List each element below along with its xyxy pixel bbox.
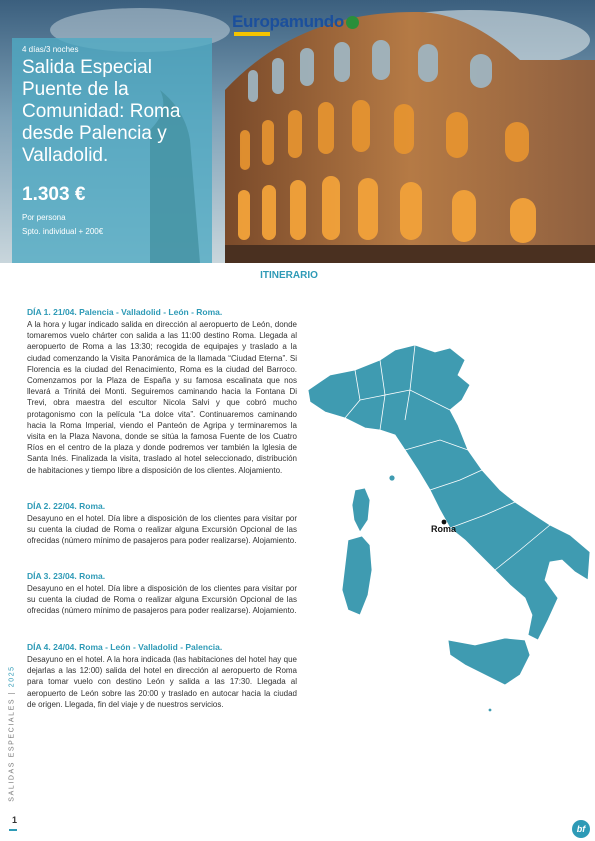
trip-duration: 4 días/3 noches: [22, 45, 79, 54]
day-text: Desayuno en el hotel. Día libre a disposición de los clientes para visitar por su cuenta la ciudad de Roma o realizar alguna Excursión Opcional de las ofrecidas (número mínimo de pasajeros para poder realizarse). Alojamiento.: [27, 514, 297, 546]
side-label-text: SALIDAS ESPECIALES: [8, 697, 16, 802]
map-city-label: Roma: [431, 524, 457, 534]
itinerary-heading: ITINERARIO: [260, 270, 318, 281]
day-title: DÍA 3. 23/04. Roma.: [27, 571, 106, 581]
side-label-separator: |: [8, 690, 16, 695]
day-text: Desayuno en el hotel. A la hora indicada (las habitaciones del hotel hay que dejarlas a las 12:00) salida del hotel en dirección al aeropuerto de Roma para tomar vuelo con destino León y salida a las 17:30. Llegada al aeropuerto de León sobre las 20:00 y traslado en autocar hacia la ciudad de origen. Llegada, fin del viaje y de nuestros servicios.: [27, 655, 297, 709]
itinerary-day-1: [27, 307, 297, 476]
day-title: DÍA 4. 24/04. Roma - León - Valladolid - Palencia.: [27, 642, 223, 652]
hero-banner: [0, 0, 595, 263]
page-number-underline: [9, 829, 17, 831]
itinerary-day-4: [27, 642, 297, 710]
globe-icon: [346, 16, 359, 29]
brand-logo-text: Europamundo: [232, 12, 344, 31]
page-number: 1: [12, 815, 18, 825]
trip-title: Salida Especial Puente de la Comunidad: Roma desde Palencia y Valladolid.: [22, 57, 181, 166]
bf-logo-icon: bf: [572, 820, 590, 838]
itinerary-day-3: [27, 571, 297, 617]
day-title: DÍA 1. 21/04. Palencia - Valladolid - León - Roma.: [27, 307, 223, 317]
price-per-person: Por persona: [22, 213, 66, 222]
day-text: Desayuno en el hotel. Día libre a disposición de los clientes para visitar por su cuenta la ciudad de Roma o realizar alguna Excursión Opcional de las ofrecidas (número mínimo de pasajeros para poder realizarse). Alojamiento.: [27, 584, 297, 616]
side-section-label: [9, 654, 16, 814]
day-text: A la hora y lugar indicado salida en dirección al aeropuerto de León, donde tomaremos vuelo chárter con salida a las 11:00 destino Roma. Llegada al aeropuerto de Roma a las 13:30; recogida de equipajes y traslado a la ciudad comenzando la Visita Panorámica de la llamada “Ciudad Eterna”. Si Florencia es la ciudad del Renacimiento, Roma es la ciudad del Barroco. Comenzamos por la Plaza de España y su famosa escalinata que nos llevará a Trinitá dei Monti. Seguiremos caminando hacia la Fontana Di Trevi, obra maestra del escultor Nicola Salvi y que cobró mucho protagonismo con la película “La dolce vita”. Continuaremos caminando hacia la Roma Imperial, viendo el Panteón de Agripa y terminaremos la visita en la Plaza Navona, donde se sitúa la famosa Fuente de los Cuatro Ríos en el centro de la plaza y donde podremos ver también la Iglesia de Santa Inés. Finalizada la visita, traslado al hotel seleccionado, distribución de habitaciones y tiempo libre a disposición de los clientes. Alojamiento.: [27, 320, 297, 475]
single-supplement: Spto. individual + 200€: [22, 227, 104, 236]
itinerary-day-2: [27, 501, 297, 547]
trip-price: 1.303 €: [22, 184, 86, 205]
side-label-year: 2025: [8, 665, 16, 688]
day-title: DÍA 2. 22/04. Roma.: [27, 501, 106, 511]
italy-map: [300, 340, 595, 725]
logo-stripe: [234, 32, 270, 36]
brand-logo[interactable]: [232, 10, 359, 34]
